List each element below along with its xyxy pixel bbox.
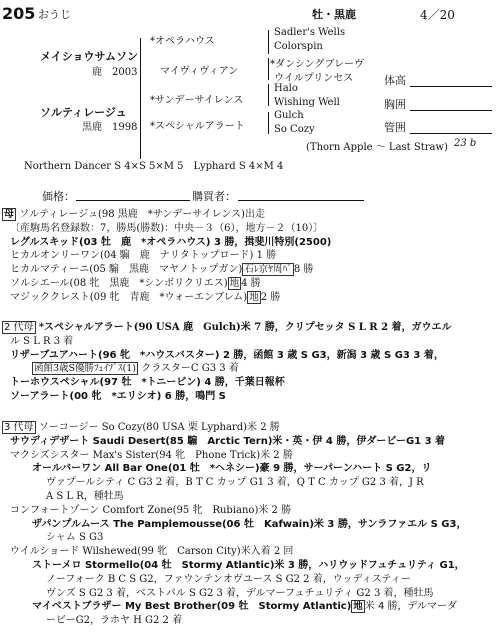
- g3-line-8: ザパンプルムース The Pamplemousse(06 牡 Kafwain)米 3 勝，サンラファエル S G3，: [32, 518, 467, 530]
- sex-color: 牡・黒鹿: [312, 8, 356, 21]
- local-race-box: 石ﾚ京ﾔ周ﾊﾞ: [244, 264, 292, 276]
- g3-6: Wishing Well: [274, 97, 340, 108]
- label-chest: 胸囲: [384, 98, 406, 111]
- dam-line-5: ヒカルマティーニ(05 騸 黒鹿 マヤノトップガン) 石ﾚ京ﾔ周ﾊﾞ 8 勝: [10, 264, 314, 276]
- pedigree-bracket-2: [268, 58, 269, 80]
- pedigree-bracket-dam: [140, 93, 141, 159]
- g3-1: Sadler's Wells: [274, 27, 346, 38]
- local-race-box: 地: [249, 291, 259, 303]
- g3-line-4: オールバーワン All Bar One(01 牡 *ヘネシー)豪 9 勝，サーパーンハート S G2，リ: [32, 463, 432, 475]
- g2-line-1: 2 代母 *スペシャルアラート(90 USA 鹿 Gulch)米 7 勝，クリプセッタ S L R 2 着，ガウエル: [4, 322, 452, 333]
- section-tag-g3: 3 代母: [4, 422, 34, 433]
- g3-5: Halo: [274, 83, 298, 94]
- g3-2: Colorspin: [274, 41, 323, 52]
- pedigree-bracket-4: [268, 112, 269, 134]
- dam-line-3: レグルスキッド(03 牡 鹿 *オペラハウス) 3 勝，揖斐川特別(2500): [10, 236, 332, 248]
- g3-7: Gulch: [274, 110, 304, 121]
- dam-line-1: 母 ソルティレージュ(98 黒鹿 *サンデーサイレンス)出走: [4, 209, 265, 220]
- label-height: 体高: [384, 74, 406, 87]
- sire-name: メイショウサムソン: [40, 50, 139, 63]
- local-race-box: 地: [353, 601, 363, 613]
- g3-line-15: ービーG2，ラホヤ H G2 2 着: [46, 615, 183, 627]
- g3-4: ウイルプリンセス: [274, 73, 354, 84]
- birth-date: 4／20: [420, 8, 455, 22]
- dam-color-year: 黒鹿 1998: [82, 122, 138, 133]
- g2-section: [2, 321, 452, 404]
- g3-line-2: サウディデザート Saudi Desert(85 騸 Arctic Tern)米・英・伊 4 勝，伊ダービーG1 3 着: [10, 435, 446, 447]
- g3-line-3: マクシズシスター Max's Sister(94 牝 Phone Trick)米 2 勝: [10, 449, 293, 461]
- local-race-box: 函館3歳S優勝ﾌｪｲﾌﾞｽ(1): [34, 363, 137, 375]
- price-label: 価格：: [42, 190, 75, 203]
- dam-line-6: ソルシエール(08 牝 黒鹿 *シンボリクリエス) 地 4 勝: [10, 277, 261, 289]
- section-tag-dam: 母: [4, 209, 14, 220]
- g3-line-10: ウイルショード Wilshewed(99 牝 Carson City)米入着 2 回: [10, 546, 294, 558]
- dam-section: [2, 208, 331, 305]
- g2-line-2: ル S L R 3 着: [10, 335, 74, 347]
- family-note: (Thorn Apple ～ Last Straw): [306, 142, 448, 153]
- g3-line-12: ノーフォーク B C S G2，ファウンテンオヴユース S G2 2 着，ウッディスティー: [46, 573, 411, 585]
- dam-line-2: 〔産駒馬名登録数：7，勝馬(勝数)：中央－３（6），地方－２（10）〕: [10, 222, 324, 234]
- section-tag-g2: 2 代母: [4, 322, 34, 333]
- g3-line-6: A S L R，種牡馬: [46, 490, 124, 502]
- g3-section: [2, 421, 466, 628]
- lot-number: 205: [2, 4, 36, 23]
- dam-line-7: マジッククレスト(09 牝 青鹿 *ウォーエンブレム) 地 2 勝: [10, 291, 281, 303]
- pedigree-bracket-1: [268, 30, 269, 54]
- chest-field-line: [410, 110, 492, 111]
- g3-line-5: ヴァプールシティ C G3 2 着，B T C カップ G1 3 着，Q T C カップ G2 3 着，J R: [46, 477, 424, 489]
- sire-dam: マイヴィヴィアン: [160, 66, 239, 77]
- g3-line-1: 3 代母 ソーコージー So Cozy(80 USA 栗 Lyphard)米 2 勝: [4, 422, 280, 433]
- pedigree-bracket-3: [268, 84, 269, 106]
- sire-color-year: 鹿 2003: [92, 67, 138, 78]
- local-race-box: 地: [229, 277, 240, 289]
- g3-line-14: マイベストブラザー My Best Brother(09 牡 Stormy Atlantic) 地 米 4 勝，デルマーダ: [32, 601, 458, 613]
- g3-line-9: シャム S G3: [46, 532, 104, 544]
- g3-3: *ダンシングブレーヴ: [270, 59, 364, 70]
- g3-line-11: ストーメロ Stormello(04 牡 Stormy Atlantic)米 3 勝，ハリウッドフュチュリティ G1，: [32, 559, 465, 571]
- buyer-label: 購買者：: [192, 190, 236, 203]
- height-field-line: [410, 86, 492, 87]
- horse-name: おうじ: [38, 8, 71, 21]
- g3-8: So Cozy: [274, 124, 315, 135]
- inbreeding-line: Northern Dancer S 4×S 5×M 5 Lyphard S 4×M 4: [24, 161, 284, 172]
- dam-sire: *サンデーサイレンス: [150, 95, 244, 106]
- sire-sire: *オペラハウス: [150, 36, 215, 47]
- g3-line-7: コンフォートゾーン Comfort Zone(95 牝 Rubiano)米 2 勝: [10, 504, 292, 516]
- label-cannon: 管囲: [384, 121, 406, 134]
- g3-line-13: ヴンズ S G2 3 着，ベストパル S G2 3 着，デルマーフュチュリティ G2 3 着，種牡馬: [46, 587, 434, 599]
- dam-dam: *スペシャルアラート: [150, 121, 245, 132]
- g2-line-5: トーホウスペシャル(97 牡 *トニービン) 4 勝，千葉日報杯: [10, 377, 285, 389]
- cannon-field-line: [410, 133, 492, 134]
- dam-name: ソルティレージュ: [40, 106, 127, 119]
- price-field-line: [76, 200, 190, 201]
- g2-line-4: 函館3歳S優勝ﾌｪｲﾌﾞｽ(1) クラスターC G3 3 着: [34, 363, 239, 375]
- g2-line-3: リザーブユアハート(96 牝 *ハウスバスター) 2 勝，函館 3 歳 S G3，新潟 3 歳 S G3 3 着，: [10, 349, 444, 361]
- buyer-field-line: [238, 200, 364, 201]
- dam-line-4: ヒカルオンリーワン(04 騸 鹿 ナリタトップロード) 1 勝: [10, 250, 277, 262]
- family-number: 23 b: [454, 138, 477, 149]
- pedigree-bracket-sire: [140, 38, 141, 100]
- g2-line-6: ソーアラート(00 牝 *エリシオ) 6 勝，鳴門 S: [10, 390, 226, 402]
